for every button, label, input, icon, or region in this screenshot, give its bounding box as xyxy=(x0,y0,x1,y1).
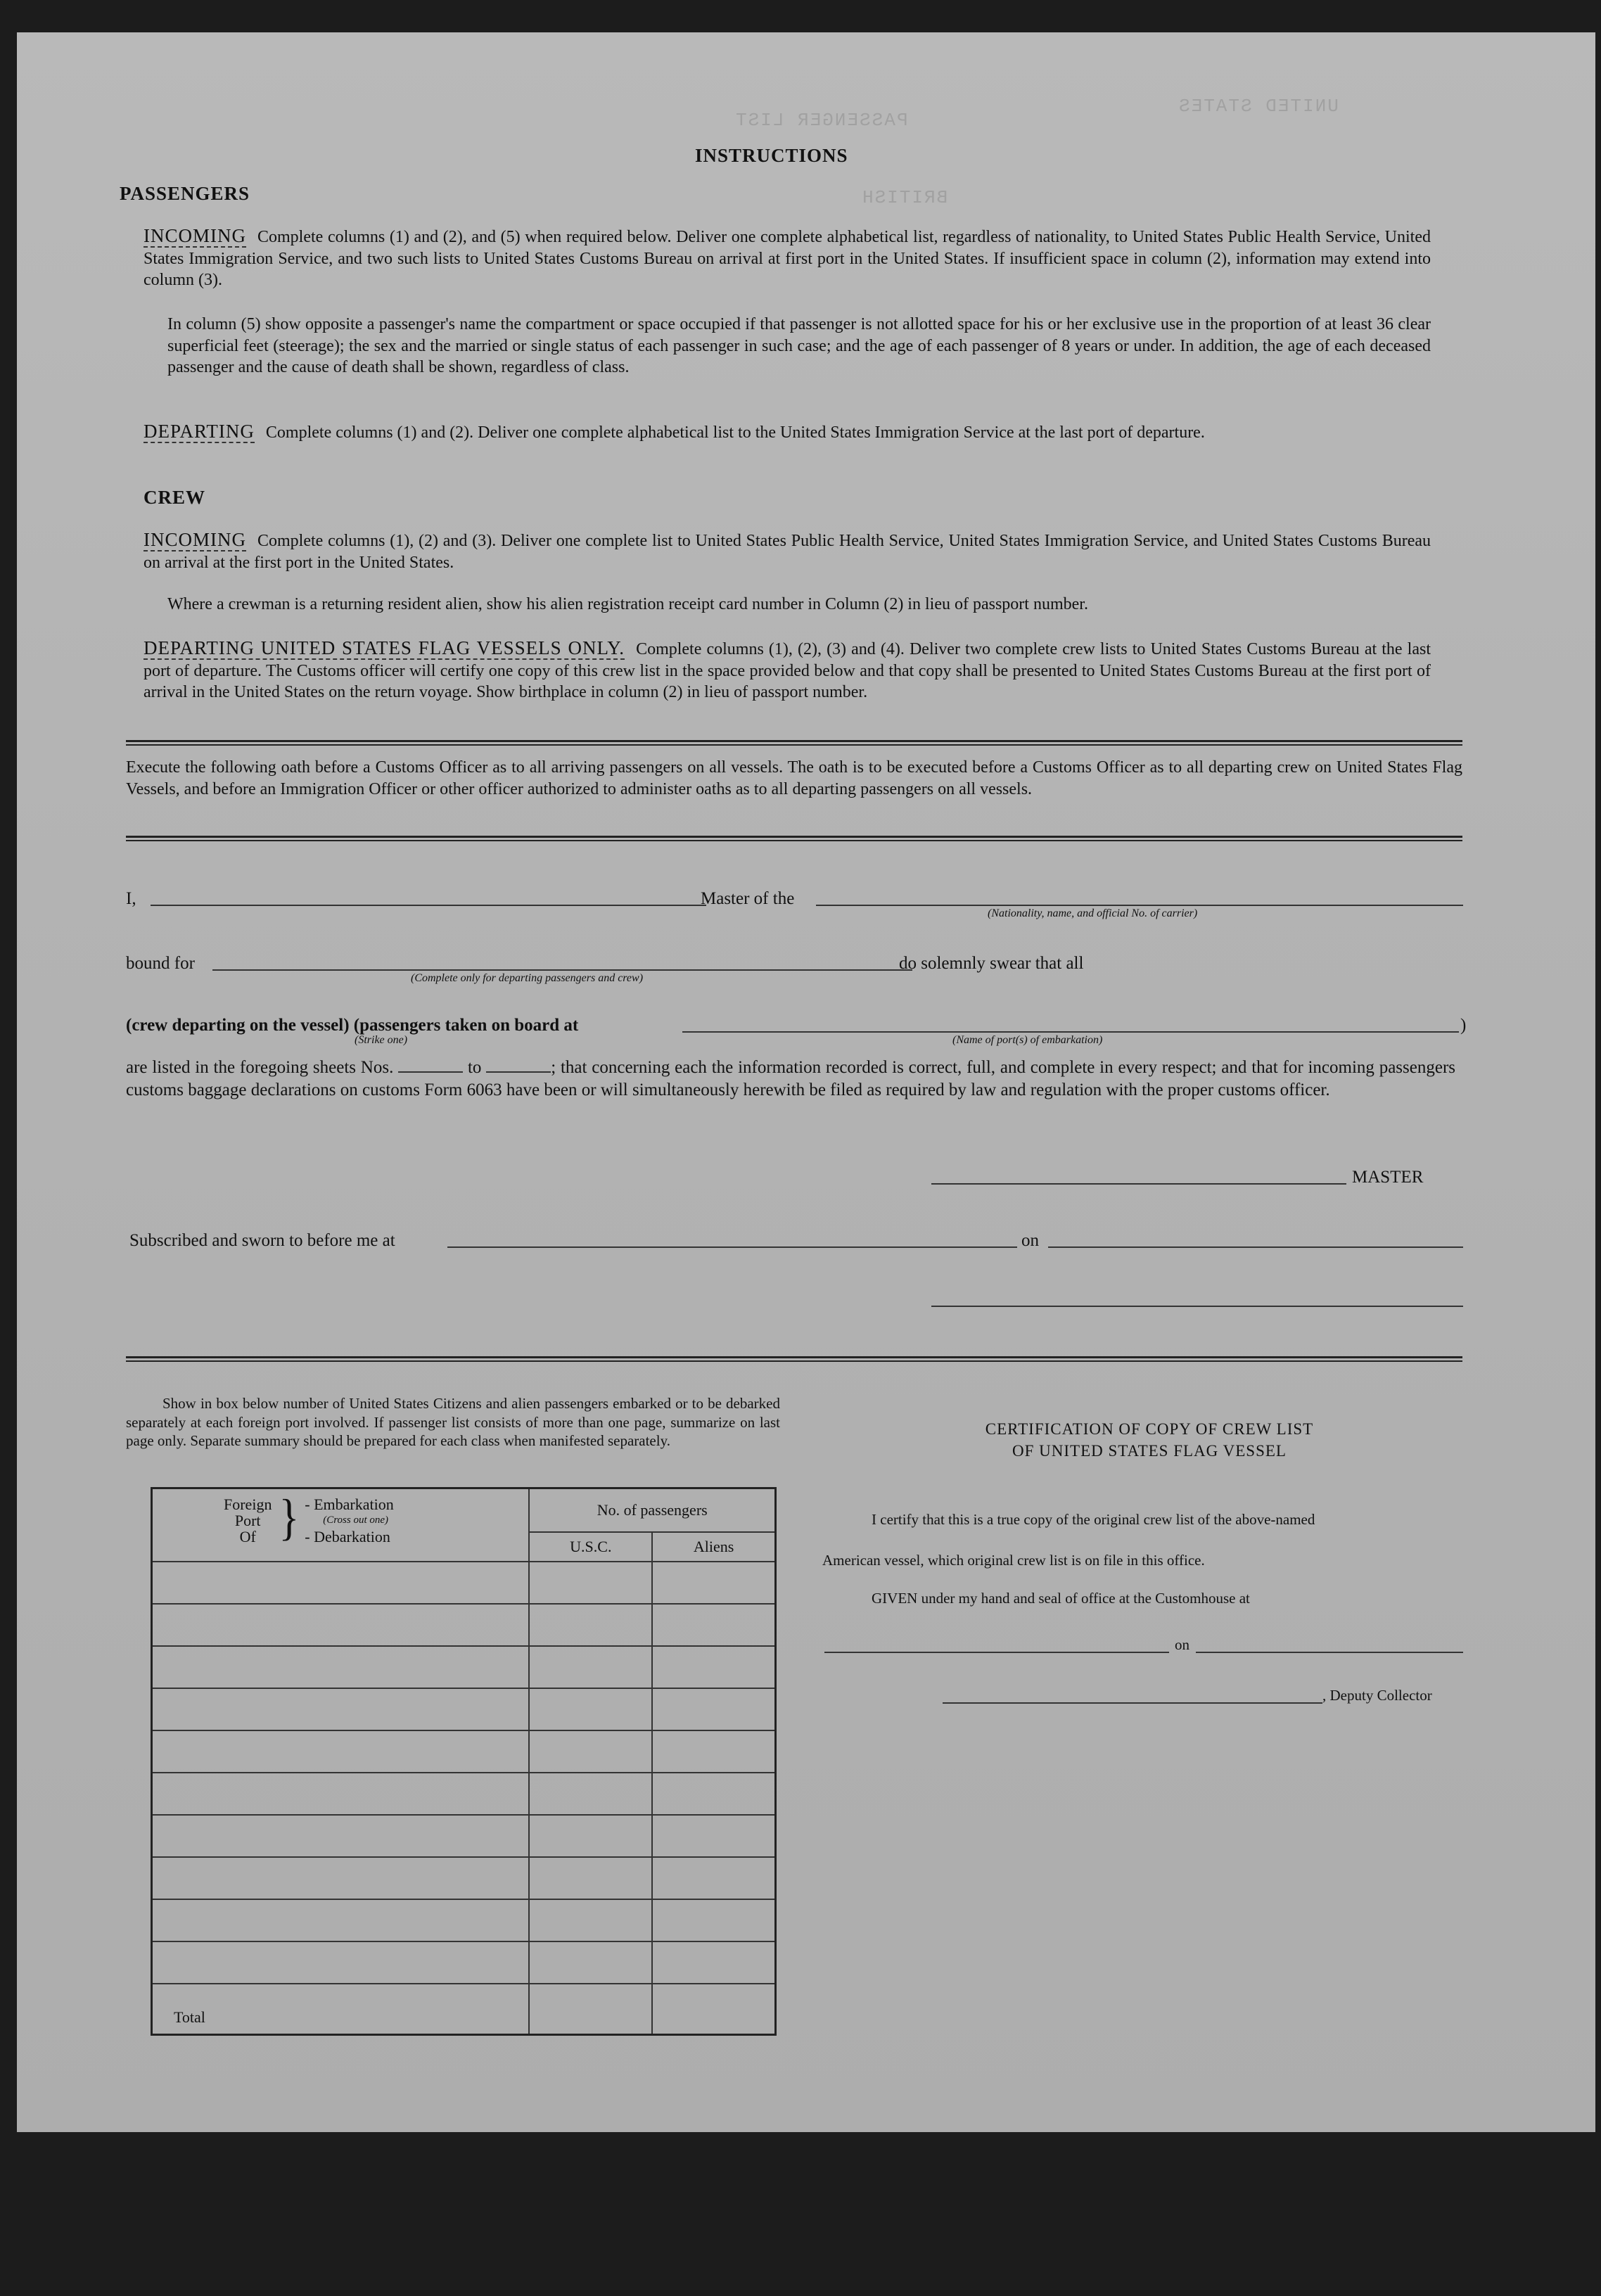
close-paren: ) xyxy=(1460,1016,1467,1035)
master-name-field[interactable] xyxy=(151,905,706,906)
sworn-date-field[interactable] xyxy=(1048,1246,1463,1248)
crew-departing-paragraph xyxy=(143,637,1431,703)
table-row xyxy=(152,1773,776,1815)
usc-cell[interactable] xyxy=(529,1773,652,1815)
port-cell[interactable] xyxy=(152,1857,530,1899)
port-cell[interactable] xyxy=(152,1562,530,1604)
port-cell[interactable] xyxy=(152,1646,530,1688)
bound-caption: (Complete only for departing passengers and crew) xyxy=(411,972,644,984)
aliens-cell[interactable] xyxy=(652,1773,775,1815)
crew-resident-alien-paragraph: Where a crewman is a returning resident alien, show his alien registration receipt card number in Column (2) in lieu of passport number. xyxy=(167,595,1088,613)
crew-heading: CREW xyxy=(143,487,206,508)
crew-passenger-option: (crew departing on the vessel) (passengers taken on board at xyxy=(126,1016,579,1035)
certification-line-1: I certify that this is a true copy of the original crew list of the above-named xyxy=(872,1511,1315,1528)
destination-field[interactable] xyxy=(212,969,912,971)
header-foreign: Foreign xyxy=(224,1495,272,1513)
summary-instructions: Show in box below number of United States Citizens and alien passengers embarked or to be debarked separately at each foreign port involved. If passenger list consists of more than one page, summarize on last page only. Separate summary should be prepared for each class when manifested separately. xyxy=(126,1395,780,1449)
sheet-from-field[interactable] xyxy=(398,1071,463,1073)
certification-title-line-2: OF UNITED STATES FLAG VESSEL xyxy=(1012,1442,1287,1460)
show-through-mark: BRITISH xyxy=(861,187,948,208)
aliens-cell[interactable] xyxy=(652,1646,775,1688)
crew-incoming-label: INCOMING xyxy=(143,529,246,550)
passengers-departing-label: DEPARTING xyxy=(143,421,255,442)
oath-i-label: I, xyxy=(126,889,136,908)
oath-listed-to: to xyxy=(467,1058,482,1077)
usc-cell[interactable] xyxy=(529,1857,652,1899)
usc-cell[interactable] xyxy=(529,1730,652,1773)
oath-listed-a: are listed in the foregoing sheets Nos. xyxy=(126,1058,394,1077)
ports-caption: (Name of port(s) of embarkation) xyxy=(952,1034,1103,1046)
sworn-on-label: on xyxy=(1021,1231,1039,1250)
port-cell[interactable] xyxy=(152,1604,530,1646)
no-passengers-header: No. of passengers xyxy=(529,1488,775,1532)
section-divider xyxy=(126,836,1462,841)
aliens-cell[interactable] xyxy=(652,1941,775,1984)
usc-header: U.S.C. xyxy=(529,1532,652,1562)
show-through-mark: UNITED STATES xyxy=(1178,96,1339,117)
crew-departing-text: Complete columns (1), (2), (3) and (4). Deliver two complete crew lists to United States Customs Bureau at the last port of departure. The Customs officer will certify one copy of this crew list in the space provided below and that copy shall be presented to United States Customs Bureau at the first port of arrival in the United States on the return voyage. Show birthplace in column (2) in lieu of passport number. xyxy=(143,640,1431,701)
usc-cell[interactable] xyxy=(529,1815,652,1857)
aliens-cell[interactable] xyxy=(652,1730,775,1773)
aliens-cell[interactable] xyxy=(652,1562,775,1604)
passenger-summary-table xyxy=(151,1487,777,2036)
brace-icon: } xyxy=(279,1489,300,1545)
master-of-label: Master of the xyxy=(701,889,795,908)
customhouse-field[interactable] xyxy=(824,1652,1169,1653)
subscribed-label: Subscribed and sworn to before me at xyxy=(129,1231,395,1250)
crew-departing-label: DEPARTING UNITED STATES FLAG VESSELS ONLY. xyxy=(143,637,625,658)
aliens-total-cell[interactable] xyxy=(652,1984,775,2035)
table-row xyxy=(152,1646,776,1688)
show-through-mark: PASSENGER LIST xyxy=(734,110,908,131)
sheet-to-field[interactable] xyxy=(486,1071,551,1073)
usc-cell[interactable] xyxy=(529,1688,652,1730)
certification-title-line-1: CERTIFICATION OF COPY OF CREW LIST xyxy=(985,1420,1314,1438)
passengers-incoming-paragraph xyxy=(143,225,1431,291)
passengers-departing-text: Complete columns (1) and (2). Deliver one complete alphabetical list to the United States Immigration Service at the last port of departure. xyxy=(265,423,1205,442)
aliens-cell[interactable] xyxy=(652,1899,775,1941)
aliens-cell[interactable] xyxy=(652,1815,775,1857)
usc-cell[interactable] xyxy=(529,1604,652,1646)
table-row xyxy=(152,1688,776,1730)
table-row xyxy=(152,1941,776,1984)
table-row xyxy=(152,1857,776,1899)
table-row xyxy=(152,1899,776,1941)
total-row xyxy=(152,1984,776,2035)
total-label: Total xyxy=(152,1984,530,2035)
certification-on-label: on xyxy=(1175,1636,1189,1653)
port-cell[interactable] xyxy=(152,1688,530,1730)
embarkation-ports-field[interactable] xyxy=(682,1031,1459,1033)
passengers-incoming-text: Complete columns (1) and (2), and (5) when required below. Deliver one complete alphabetical list, regardless of nationality, to United States Public Health Service, United States Immigration Service, and two such lists to United States Customs Bureau on arrival at first port in the United States. If insufficient space in column (2), information may extend into column (3). xyxy=(143,228,1431,289)
certification-date-field[interactable] xyxy=(1196,1652,1463,1653)
header-debarkation: - Debarkation xyxy=(305,1528,390,1545)
usc-cell[interactable] xyxy=(529,1562,652,1604)
usc-cell[interactable] xyxy=(529,1941,652,1984)
passengers-heading: PASSENGERS xyxy=(120,183,250,204)
section-divider xyxy=(126,1356,1462,1362)
certification-line-2: American vessel, which original crew list is on file in this office. xyxy=(822,1552,1205,1569)
aliens-cell[interactable] xyxy=(652,1688,775,1730)
master-label: MASTER xyxy=(1352,1168,1424,1187)
passengers-incoming-label: INCOMING xyxy=(143,225,246,246)
usc-total-cell[interactable] xyxy=(529,1984,652,2035)
certification-given: GIVEN under my hand and seal of office at the Customhouse at xyxy=(872,1590,1250,1607)
carrier-field[interactable] xyxy=(816,905,1463,906)
section-divider xyxy=(126,740,1462,746)
officer-signature-field[interactable] xyxy=(931,1306,1463,1307)
oath-listed-b: ; that concerning each the information recorded is correct, full, and complete in every respect; and that for incoming passengers customs baggage declarations on customs Form 6063 have been or will simultaneously herewith be filed as required by law and regulation with the proper customs officer. xyxy=(126,1058,1455,1099)
deputy-signature-field[interactable] xyxy=(943,1702,1322,1704)
port-cell[interactable] xyxy=(152,1815,530,1857)
aliens-cell[interactable] xyxy=(652,1604,775,1646)
bound-for-label: bound for xyxy=(126,954,195,973)
sworn-location-field[interactable] xyxy=(447,1246,1017,1248)
deputy-collector-label: , Deputy Collector xyxy=(1322,1687,1432,1704)
port-cell[interactable] xyxy=(152,1730,530,1773)
crew-incoming-text: Complete columns (1), (2) and (3). Deliver one complete list to United States Public Health Service, United States Immigration Service, and United States Customs Bureau on arrival at the first port in the United States. xyxy=(143,532,1431,572)
port-cell[interactable] xyxy=(152,1899,530,1941)
header-of: Of xyxy=(239,1528,256,1545)
crew-incoming-paragraph xyxy=(143,529,1431,573)
form-sheet xyxy=(17,32,1595,2132)
port-cell[interactable] xyxy=(152,1941,530,1984)
port-cell[interactable] xyxy=(152,1773,530,1815)
passengers-departing-paragraph xyxy=(143,421,1431,444)
strike-one-caption: (Strike one) xyxy=(355,1034,408,1046)
port-column-header xyxy=(152,1488,530,1562)
table-row xyxy=(152,1604,776,1646)
header-embarkation: - Embarkation xyxy=(305,1495,394,1513)
oath-body xyxy=(126,1057,1455,1102)
header-port: Port xyxy=(234,1512,261,1529)
header-cross-out: (Cross out one) xyxy=(323,1514,389,1526)
usc-cell[interactable] xyxy=(529,1646,652,1688)
aliens-cell[interactable] xyxy=(652,1857,775,1899)
table-row xyxy=(152,1562,776,1604)
swear-label: do solemnly swear that all xyxy=(899,954,1084,973)
certification-title xyxy=(826,1418,1473,1462)
carrier-caption: (Nationality, name, and official No. of carrier) xyxy=(988,907,1198,919)
table-row xyxy=(152,1730,776,1773)
master-signature-field[interactable] xyxy=(931,1183,1346,1185)
aliens-header: Aliens xyxy=(652,1532,775,1562)
usc-cell[interactable] xyxy=(529,1899,652,1941)
table-row xyxy=(152,1815,776,1857)
column5-paragraph: In column (5) show opposite a passenger's name the compartment or space occupied if that passenger is not allotted space for his or her exclusive use in the proportion of at least 36 clear superficial feet (steerage); the sex and the married or single status of each passenger in such case; and the age of each passenger of 8 years or under. In addition, the age of each deceased passenger and the cause of death shall be shown, regardless of class. xyxy=(167,315,1431,376)
oath-intro: Execute the following oath before a Customs Officer as to all arriving passengers on all vessels. The oath is to be executed before a Customs Officer as to all departing crew on United States Flag Vessels, and before an Immigration Officer or other officer authorized to administer oaths as to all departing passengers on all vessels. xyxy=(126,758,1462,798)
page-title: INSTRUCTIONS xyxy=(695,145,848,166)
